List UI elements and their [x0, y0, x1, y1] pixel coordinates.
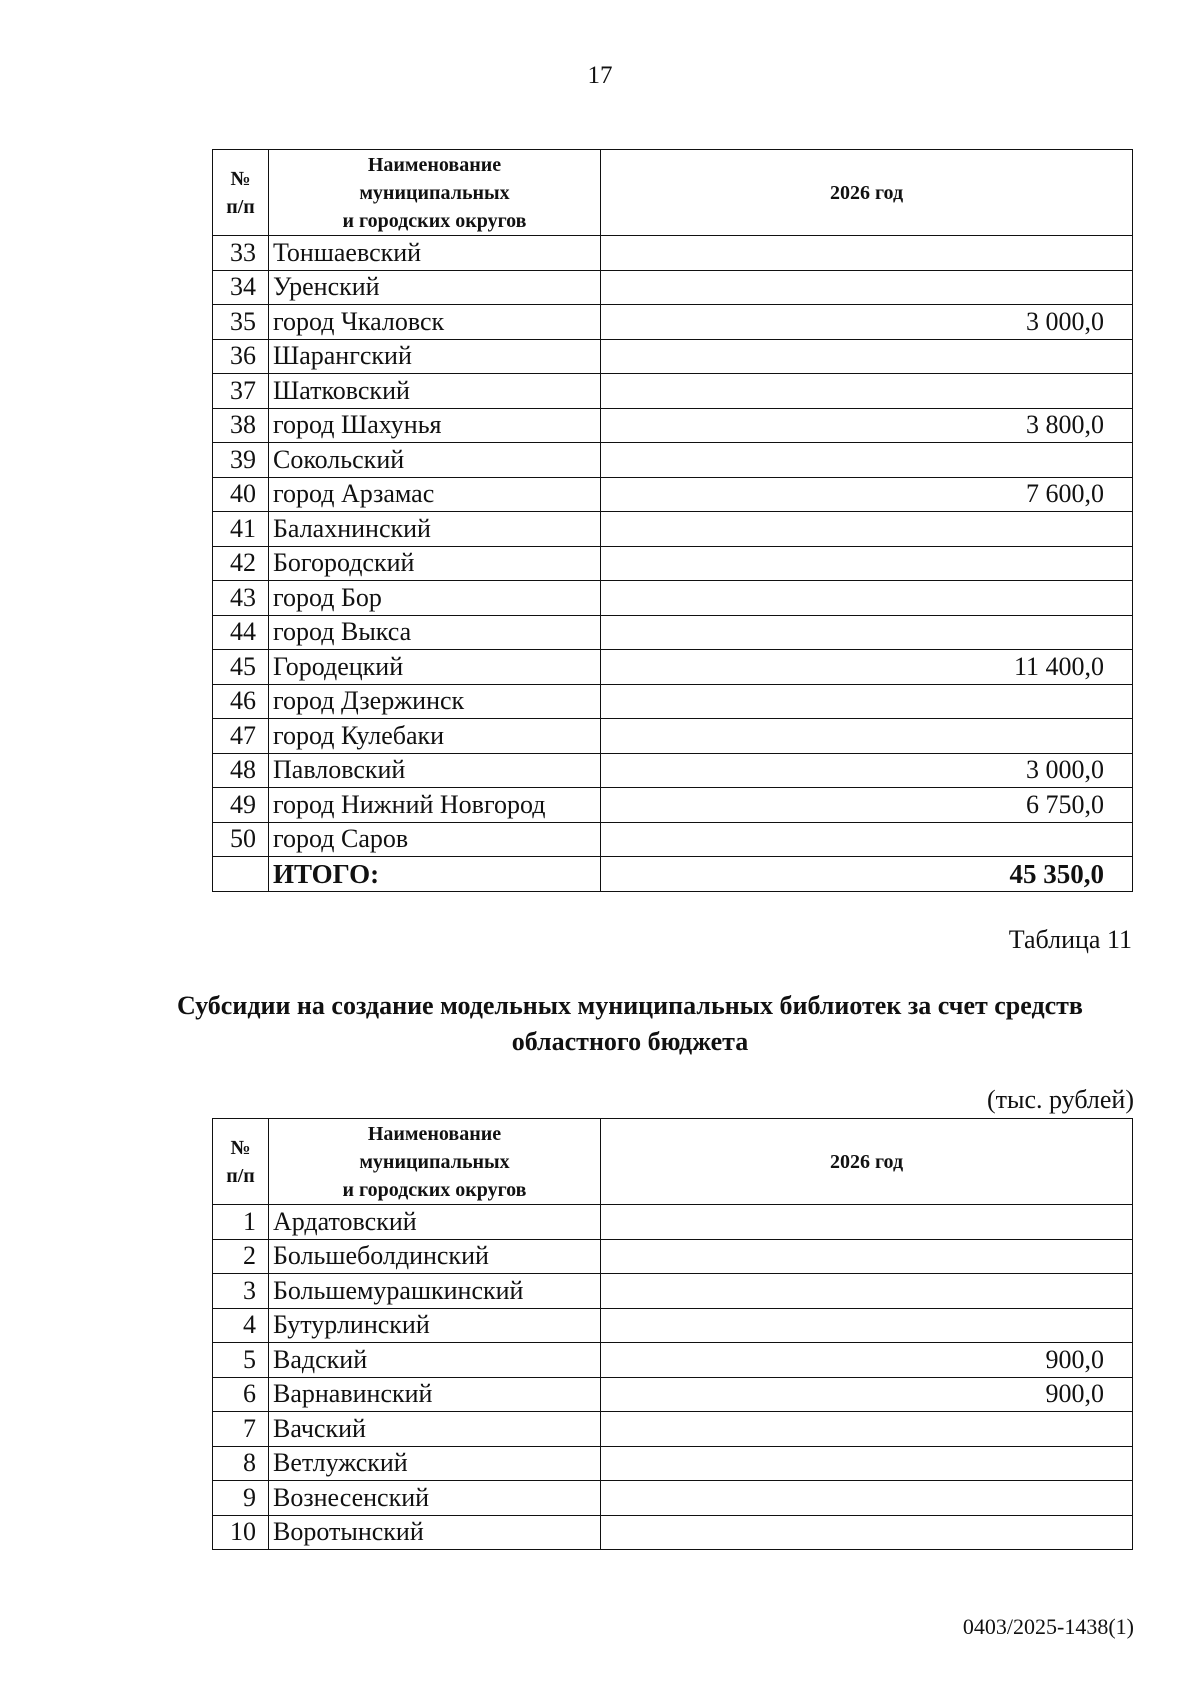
- subsidy-value: [601, 339, 1133, 374]
- table-row: [213, 546, 1133, 581]
- district-name: город Арзамас: [269, 477, 601, 512]
- subsidy-value: [601, 546, 1133, 581]
- table-row: [213, 1515, 1133, 1550]
- subsidy-value: 3 000,0: [601, 753, 1133, 788]
- subsidy-value: [601, 270, 1133, 305]
- subsidy-value: 900,0: [601, 1343, 1133, 1378]
- district-name: Вачский: [269, 1412, 601, 1447]
- district-name: город Шахунья: [269, 408, 601, 443]
- row-number: 36: [213, 339, 269, 374]
- table-row: [213, 1377, 1133, 1412]
- district-name: город Нижний Новгород: [269, 788, 601, 823]
- subsidy-value: [601, 1515, 1133, 1550]
- table-row: [213, 753, 1133, 788]
- district-name: Балахнинский: [269, 512, 601, 547]
- subsidy-value: [601, 1412, 1133, 1447]
- subsidy-value: [601, 374, 1133, 409]
- row-number: 2: [213, 1239, 269, 1274]
- table-header-row: [213, 150, 1133, 236]
- section-title: Субсидии на создание модельных муниципальных библиотек за счет средств областного бюджета: [177, 991, 1083, 1056]
- table-label: Таблица 11: [1008, 925, 1132, 954]
- subsidy-value: [601, 443, 1133, 478]
- subsidy-value: 6 750,0: [601, 788, 1133, 823]
- row-number: 33: [213, 236, 269, 271]
- subsidy-value: [601, 1481, 1133, 1516]
- total-value: 45 350,0: [601, 857, 1133, 892]
- district-name: Ардатовский: [269, 1205, 601, 1240]
- table-row: [213, 650, 1133, 685]
- district-name: Павловский: [269, 753, 601, 788]
- subsidy-value: [601, 1308, 1133, 1343]
- document-code: 0403/2025-1438(1): [962, 1614, 1134, 1639]
- subsidy-value: [601, 684, 1133, 719]
- row-number: 42: [213, 546, 269, 581]
- row-number: 5: [213, 1343, 269, 1378]
- row-number: 37: [213, 374, 269, 409]
- table-row: [213, 408, 1133, 443]
- district-name: Шатковский: [269, 374, 601, 409]
- district-name: город Дзержинск: [269, 684, 601, 719]
- row-number: 46: [213, 684, 269, 719]
- row-number: 10: [213, 1515, 269, 1550]
- district-name: Бутурлинский: [269, 1308, 601, 1343]
- row-number: 8: [213, 1446, 269, 1481]
- table-row: [213, 512, 1133, 547]
- row-number: 47: [213, 719, 269, 754]
- units-label: (тыс. рублей): [986, 1085, 1134, 1114]
- subsidy-value: 3 000,0: [601, 305, 1133, 340]
- district-name: Варнавинский: [269, 1377, 601, 1412]
- district-name: Сокольский: [269, 443, 601, 478]
- header-num: [213, 1119, 269, 1205]
- district-name: Вознесенский: [269, 1481, 601, 1516]
- row-number: 38: [213, 408, 269, 443]
- subsidy-value: [601, 719, 1133, 754]
- district-name: город Выкса: [269, 615, 601, 650]
- table-top-body: [213, 236, 1133, 857]
- subsidy-value: 7 600,0: [601, 477, 1133, 512]
- table-row: [213, 270, 1133, 305]
- header-name-text: Наименование муниципальных и городских округов: [342, 1122, 527, 1201]
- header-year-text: 2026 год: [829, 181, 904, 204]
- table-row: [213, 788, 1133, 823]
- table-row: [213, 684, 1133, 719]
- district-name: Ветлужский: [269, 1446, 601, 1481]
- district-name: Богородский: [269, 546, 601, 581]
- header-num-text: № п/п: [226, 167, 255, 218]
- district-name: Вадский: [269, 1343, 601, 1378]
- subsidy-value: [601, 512, 1133, 547]
- subsidy-value: [601, 1274, 1133, 1309]
- table-row: [213, 1412, 1133, 1447]
- row-number: 35: [213, 305, 269, 340]
- subsidy-value: 11 400,0: [601, 650, 1133, 685]
- header-year: [601, 1119, 1133, 1205]
- table-row: [213, 443, 1133, 478]
- subsidy-value: [601, 1446, 1133, 1481]
- district-name: Большеболдинский: [269, 1239, 601, 1274]
- header-name-text: Наименование муниципальных и городских округов: [342, 153, 527, 232]
- table-row: [213, 1343, 1133, 1378]
- table-header-row: [213, 1119, 1133, 1205]
- table-row: [213, 1481, 1133, 1516]
- table-row: [213, 822, 1133, 857]
- subsidy-value: [601, 1239, 1133, 1274]
- row-number: 41: [213, 512, 269, 547]
- library-subsidy-table: [212, 1118, 1133, 1550]
- header-num-text: № п/п: [226, 1136, 255, 1187]
- district-name: Городецкий: [269, 650, 601, 685]
- district-name: Большемурашкинский: [269, 1274, 601, 1309]
- row-number: 6: [213, 1377, 269, 1412]
- total-row: [213, 857, 1133, 892]
- row-number: 50: [213, 822, 269, 857]
- table-row: [213, 1446, 1133, 1481]
- page-number: 17: [587, 62, 613, 89]
- subsidy-value: [601, 822, 1133, 857]
- row-number: 9: [213, 1481, 269, 1516]
- table-row: [213, 719, 1133, 754]
- row-number: 44: [213, 615, 269, 650]
- table-row: [213, 477, 1133, 512]
- subsidy-value: 900,0: [601, 1377, 1133, 1412]
- table-row: [213, 1308, 1133, 1343]
- row-number: 1: [213, 1205, 269, 1240]
- table-row: [213, 236, 1133, 271]
- row-number: 7: [213, 1412, 269, 1447]
- district-name: город Кулебаки: [269, 719, 601, 754]
- district-name: Воротынский: [269, 1515, 601, 1550]
- table-row: [213, 1239, 1133, 1274]
- district-name: Уренский: [269, 270, 601, 305]
- row-number: 48: [213, 753, 269, 788]
- header-year-text: 2026 год: [829, 1150, 904, 1173]
- table-row: [213, 581, 1133, 616]
- row-number: 45: [213, 650, 269, 685]
- subsidy-value: [601, 236, 1133, 271]
- table-bottom-body: [213, 1205, 1133, 1550]
- table-row: [213, 615, 1133, 650]
- row-number: 39: [213, 443, 269, 478]
- district-name: город Саров: [269, 822, 601, 857]
- total-num-cell: [213, 857, 269, 892]
- subsidy-value: [601, 1205, 1133, 1240]
- header-num: [213, 150, 269, 236]
- table-row: [213, 1274, 1133, 1309]
- subsidy-value: [601, 615, 1133, 650]
- row-number: 43: [213, 581, 269, 616]
- subsidy-value: 3 800,0: [601, 408, 1133, 443]
- table-row: [213, 339, 1133, 374]
- row-number: 49: [213, 788, 269, 823]
- row-number: 4: [213, 1308, 269, 1343]
- row-number: 3: [213, 1274, 269, 1309]
- district-name: Шарангский: [269, 339, 601, 374]
- table-row: [213, 374, 1133, 409]
- table-row: [213, 1205, 1133, 1240]
- total-label: ИТОГО:: [269, 857, 601, 892]
- row-number: 34: [213, 270, 269, 305]
- header-year: [601, 150, 1133, 236]
- district-name: Тоншаевский: [269, 236, 601, 271]
- subsidy-value: [601, 581, 1133, 616]
- district-name: город Бор: [269, 581, 601, 616]
- header-name: [269, 1119, 601, 1205]
- subsidy-table-continued: [212, 149, 1133, 892]
- header-name: [269, 150, 601, 236]
- district-name: город Чкаловск: [269, 305, 601, 340]
- table-row: [213, 305, 1133, 340]
- row-number: 40: [213, 477, 269, 512]
